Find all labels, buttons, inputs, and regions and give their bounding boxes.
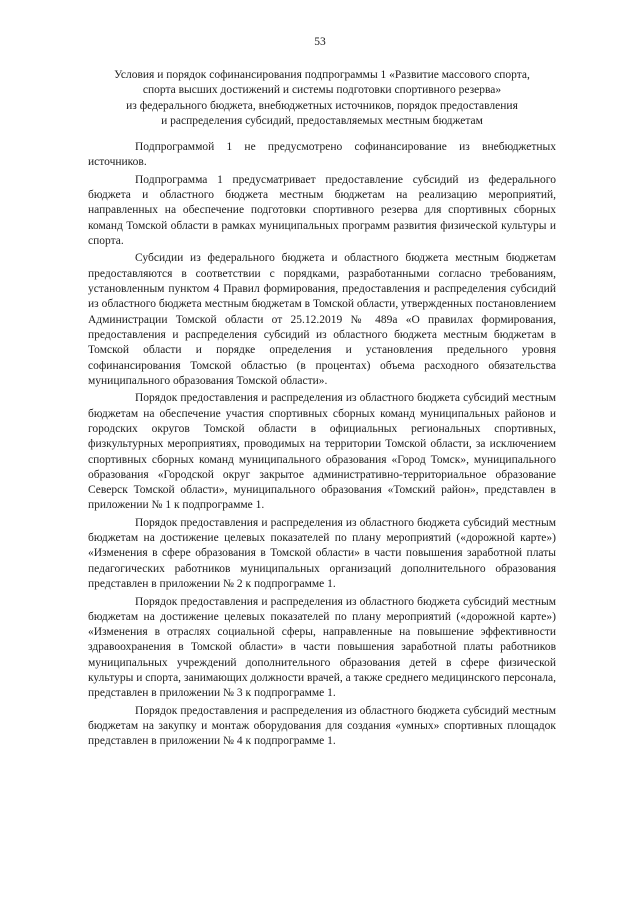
page-number: 53 <box>314 36 326 48</box>
paragraph: Порядок предоставления и распределения из областного бюджета субсидий местным бюджетам на достижение целевых показателей по плану мероприятий («дорожной карте») «Изменения в отраслях социальной сферы, направленные на повышение эффективности здравоохранения в Томской области» в части повышения заработной платы работников муниципальных учреждений дополнительного образования детей в сфере физической культуры и спорта, занимающих должности врачей, а также среднего медицинского персонала, представлен в приложении № 3 к подпрограмме 1. <box>88 595 556 700</box>
paragraph: Подпрограмма 1 предусматривает предоставление субсидий из федерального бюджета и областного бюджета местным бюджетам на реализацию мероприятий, направленных на обеспечение подготовки спортивного резерва для спортивных сборных команд Томской области в рамках муниципальных программ развития физической культуры и спорта. <box>88 173 556 247</box>
section-heading <box>88 68 556 130</box>
paragraph: Подпрограммой 1 не предусмотрено софинансирование из внебюджетных источников. <box>88 141 556 169</box>
paragraph: Субсидии из федерального бюджета и областного бюджета местным бюджетам предоставляются в соответствии с порядками, разработанными согласно требованиям, установленным пунктом 4 Правил формирования, предоставления и распределения субсидий из областного бюджета местным бюджетам в Томской области, утвержденных постановлением Администрации Томской области от 25.12.2019 № 489а «О правилах формирования, предоставления и распределения субсидий из областного бюджета местным бюджетам в Томской области и порядке определения и установления предельного уровня софинансирования Томской областью (в процентах) объема расходного обязательства муниципального образования Томской области». <box>88 252 556 387</box>
body-text <box>88 140 556 752</box>
paragraph: Порядок предоставления и распределения из областного бюджета субсидий местным бюджетам на закупку и монтаж оборудования для создания «умных» спортивных площадок представлен в приложении № 4 к подпрограмме 1. <box>88 704 556 748</box>
heading-line: спорта высших достижений и системы подготовки спортивного резерва» <box>142 84 502 97</box>
paragraph: Порядок предоставления и распределения из областного бюджета субсидий местным бюджетам на обеспечение участия спортивных сборных команд муниципальных районов и городских округов Томской области в официальных региональных спортивных, физкультурных мероприятиях, проводимых на территории Томской области, за исключением спортивных сборных команд муниципального образования «Город Томск», муниципального образования «Городской округ закрытое административно-территориальное образование Северск Томской области», муниципального образования «Томский район», представлен в приложении № 1 к подпрограмме 1. <box>88 392 556 512</box>
paragraph: Порядок предоставления и распределения из областного бюджета субсидий местным бюджетам на достижение целевых показателей по плану мероприятий («дорожной карте») «Изменения в сфере образования в Томской области» в части повышения заработной платы педагогических работников муниципальных организаций дополнительного образования представлен в приложении № 2 к подпрограмме 1. <box>88 516 556 591</box>
heading-line: и распределения субсидий, предоставляемых местным бюджетам <box>161 115 483 128</box>
heading-line: Условия и порядок софинансирования подпрограммы 1 «Развитие массового спорта, <box>114 69 530 81</box>
heading-line: из федерального бюджета, внебюджетных источников, порядок предоставления <box>126 99 518 112</box>
